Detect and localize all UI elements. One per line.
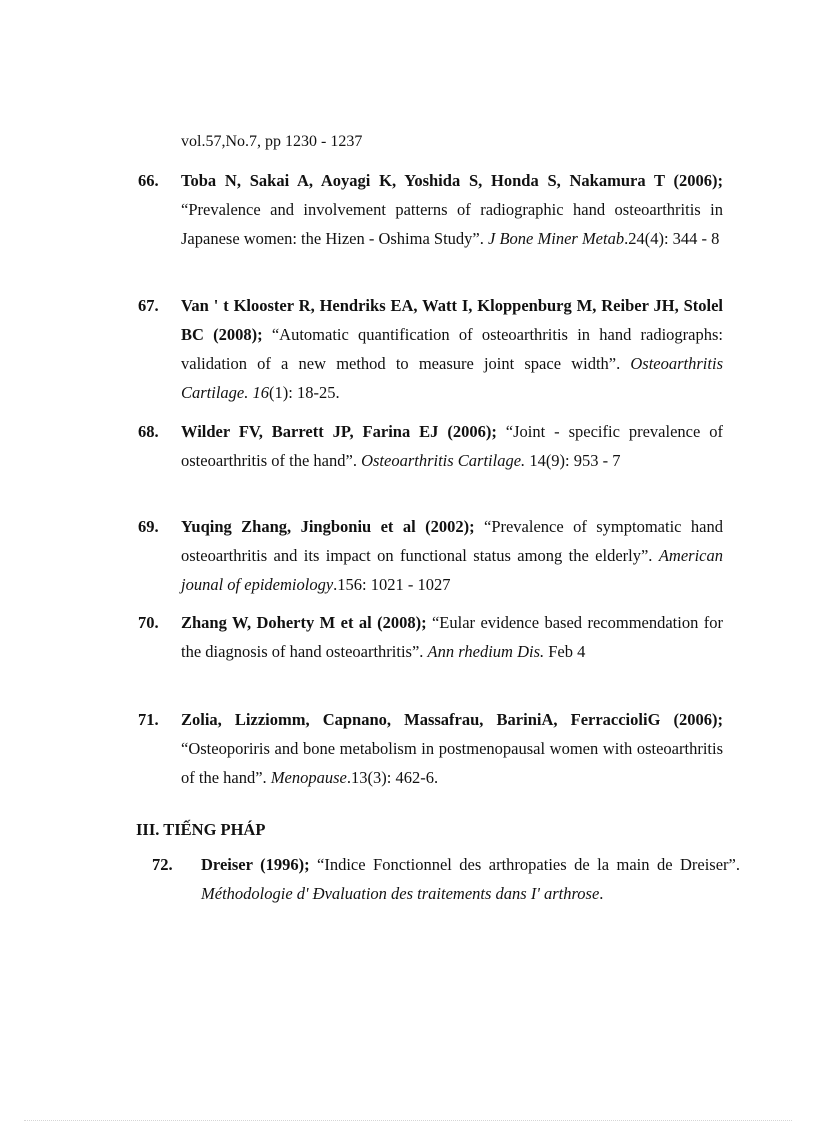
reference-authors: Van ' t Klooster R, Hendriks EA, Watt I, Kloppenburg M, Reiber JH, Stolel BC (2008); xyxy=(181,296,723,344)
reference-details: (1): 18-25. xyxy=(269,383,340,402)
reference-details: . xyxy=(599,884,604,903)
reference-journal: Menopause xyxy=(270,768,347,787)
reference-body xyxy=(181,705,723,792)
reference-number: 72. xyxy=(152,855,173,874)
reference-number: 69. xyxy=(138,517,159,536)
reference-authors: Zolia, Lizziomm, Capnano, Massafrau, BariniA, FerraccioliG (2006); xyxy=(181,710,723,729)
reference-title: “Indice Fonctionnel des arthropaties de la main de Dreiser”. xyxy=(309,855,740,874)
page-bottom-divider xyxy=(24,1120,792,1121)
reference-details: .24(4): 344 - 8 xyxy=(624,229,720,248)
reference-journal: Osteoarthritis Cartilage. 16 xyxy=(181,354,723,402)
section-heading: III. TIẾNG PHÁP xyxy=(136,820,266,839)
reference-journal: American jounal of epidemiology xyxy=(181,546,723,594)
reference-journal: Ann rhedium Dis. xyxy=(427,642,545,661)
reference-72 xyxy=(152,850,740,908)
reference-title: “Eular evidence based recommendation for the diagnosis of hand osteoarthritis”. xyxy=(181,613,723,661)
reference-title: “Joint - specific prevalence of osteoarthritis of the hand”. xyxy=(181,422,723,470)
reference-title: “Prevalence of symptomatic hand osteoarthritis and its impact on functional status among the elderly”. xyxy=(181,517,723,565)
reference-number: 67. xyxy=(138,296,159,315)
reference-authors: Wilder FV, Barrett JP, Farina EJ (2006); xyxy=(181,422,497,441)
reference-details: .13(3): 462-6. xyxy=(346,768,439,787)
reference-body xyxy=(181,417,723,475)
reference-body xyxy=(181,512,723,599)
reference-authors: Dreiser (1996); xyxy=(201,855,310,874)
reference-body xyxy=(181,291,723,407)
reference-70 xyxy=(138,608,723,666)
reference-authors: Zhang W, Doherty M et al (2008); xyxy=(181,613,427,632)
reference-68 xyxy=(138,417,723,475)
reference-title: “Prevalence and involvement patterns of radiographic hand osteoarthritis in Japanese women: the Hizen - Oshima Study”. xyxy=(181,200,723,248)
reference-number: 70. xyxy=(138,613,159,632)
reference-number: 66. xyxy=(138,171,159,190)
reference-body xyxy=(181,608,723,666)
continuation-line: vol.57,No.7, pp 1230 - 1237 xyxy=(181,133,363,150)
reference-67 xyxy=(138,291,723,407)
reference-title: “Osteoporiris and bone metabolism in postmenopausal women with osteoarthritis of the hand”. xyxy=(181,739,723,787)
reference-details: Feb 4 xyxy=(544,642,586,661)
reference-title: “Automatic quantification of osteoarthritis in hand radiographs: validation of a new method to measure joint space width”. xyxy=(181,325,724,373)
reference-details: 14(9): 953 - 7 xyxy=(525,451,621,470)
reference-journal: Osteoarthritis Cartilage. xyxy=(361,451,526,470)
reference-69 xyxy=(138,512,723,599)
reference-71 xyxy=(138,705,723,792)
reference-66 xyxy=(138,166,723,253)
reference-body xyxy=(201,850,740,908)
reference-number: 68. xyxy=(138,422,159,441)
reference-body xyxy=(181,166,723,253)
reference-details: .156: 1021 - 1027 xyxy=(333,575,451,594)
reference-journal: J Bone Miner Metab xyxy=(488,229,625,248)
reference-authors: Toba N, Sakai A, Aoyagi K, Yoshida S, Honda S, Nakamura T (2006); xyxy=(181,171,723,190)
reference-authors: Yuqing Zhang, Jingboniu et al (2002); xyxy=(181,517,475,536)
reference-number: 71. xyxy=(138,710,159,729)
reference-journal: Méthodologie d' Ðvaluation des traitements dans I' arthrose xyxy=(201,884,600,903)
